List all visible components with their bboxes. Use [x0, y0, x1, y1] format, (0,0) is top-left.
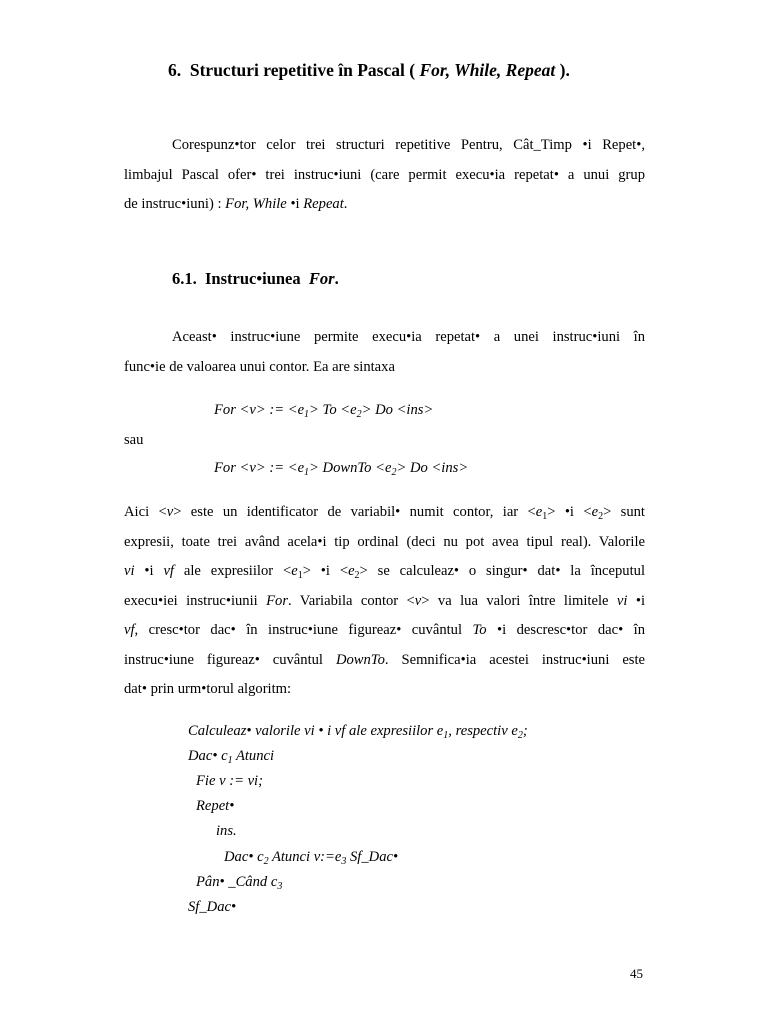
- p2-l5-vf: vf: [124, 622, 135, 638]
- syntax1-part-a: For <v> := <e: [214, 402, 305, 418]
- p2-line-7: dat• prin urm•torul algoritm:: [124, 681, 292, 697]
- p2-l4-for: For: [266, 592, 289, 609]
- p2-l3-vf: vf: [163, 563, 174, 579]
- p2-l3-d: ale expresiilor <: [173, 563, 292, 579]
- p2-l1-v: v: [166, 504, 174, 520]
- intro-line-2: limbajul Pascal ofer• trei instruc•iuni (care permit execu•ia repetat• a unui grup: [124, 166, 645, 183]
- p2-l4-c: . Variabila contor <: [288, 592, 415, 609]
- algo-l1-a: Calculeaz• valorile vi • i vf ale expresiilor e: [188, 723, 444, 739]
- algo-l2-a: Dac• c: [188, 748, 228, 764]
- intro-line-3: [124, 190, 645, 220]
- algo-l1-sub1: 1: [443, 730, 449, 741]
- algo-l7-a: Pân• _Când c: [196, 874, 278, 890]
- paragraph-2: [124, 498, 645, 705]
- chapter-title-keywords: For, While, Repeat: [419, 60, 556, 80]
- syntax2-part-b: > DownTo <e: [309, 460, 392, 476]
- algorithm-line-6: [224, 845, 398, 870]
- syntax2-sub-2: 2: [391, 467, 397, 478]
- intro-keyword-repeat: Repeat: [303, 196, 344, 212]
- syntax1-sub-1: 1: [304, 409, 310, 420]
- p2-l4-a: execu•iei instruc•iunii: [124, 592, 267, 609]
- syntax2-part-c: > Do <ins>: [396, 460, 469, 476]
- algo-l2-sub: 1: [227, 755, 233, 766]
- intro-period: .: [343, 196, 348, 212]
- section-title: Instruc•iunea: [205, 269, 305, 288]
- p2-line-1: [124, 498, 645, 528]
- p2-line-6: [124, 646, 645, 676]
- p2-l5-b: , cresc•tor dac• în instruc•iune figureaz• cuvântul: [134, 622, 473, 638]
- chapter-number: 6.: [168, 60, 182, 80]
- p2-l6-a: instruc•iune figureaz• cuvântul: [124, 651, 336, 668]
- syntax-for-downto: [214, 460, 468, 477]
- paragraph-1: [124, 323, 645, 382]
- syntax-for-to: [214, 402, 433, 419]
- syntax1-part-b: > To <e: [309, 402, 357, 418]
- p2-l1-a: Aici <: [124, 504, 167, 520]
- p2-line-5: [124, 616, 645, 646]
- algorithm-line-3: Fie v := vi;: [196, 773, 263, 789]
- p2-l1-g: > sunt: [603, 504, 645, 520]
- page-number: 45: [630, 966, 643, 981]
- p2-l3-e1: e: [291, 563, 298, 579]
- algo-l6-c: Sf_Dac•: [346, 849, 399, 865]
- section-heading: [172, 269, 339, 289]
- algo-l6-a: Dac• c: [224, 849, 264, 865]
- intro-keywords-1: For, While: [225, 196, 287, 212]
- intro-line-1: Corespunz•tor celor trei structuri repetitive Pentru, Cât_Timp •i Repet•,: [172, 137, 645, 153]
- p1-line-1: Aceast• instruc•iune permite execu•ia repetat• a unei instruc•iuni în: [172, 329, 645, 345]
- p2-l4-g: •i: [627, 592, 646, 609]
- syntax1-part-c: > Do <ins>: [361, 402, 434, 418]
- p1-line-2: func•ie de valoarea unui contor. Ea are sintaxa: [124, 358, 395, 375]
- algorithm-line-5: ins.: [216, 823, 237, 839]
- syntax1-sub-2: 2: [356, 409, 362, 420]
- p2-l5-d: •i descresc•tor dac• în: [486, 622, 645, 638]
- algorithm-line-2: [188, 744, 274, 769]
- algorithm-line-1: [188, 719, 528, 744]
- chapter-heading: [168, 60, 570, 81]
- p2-line-4: [124, 587, 645, 617]
- intro-conj: •i: [286, 196, 304, 212]
- section-number: 6.1.: [172, 269, 197, 288]
- p2-l1-c: > este un identificator de variabil• numit contor, iar <: [173, 504, 536, 520]
- p2-l1-e1: e: [535, 504, 543, 520]
- syntax2-sub-1: 1: [304, 467, 310, 478]
- algo-l1-sub2: 2: [517, 730, 523, 741]
- algorithm-line-8: Sf_Dac•: [188, 899, 237, 915]
- p2-l4-v: v: [414, 592, 422, 609]
- algo-l7-sub: 3: [277, 881, 283, 892]
- p2-l6-c: . Semnifica•ia acestei instruc•iuni este: [384, 651, 646, 668]
- p2-l3-vi: vi: [124, 563, 135, 579]
- algo-l6-sub: 2: [263, 856, 269, 867]
- p2-l3-sub1: 1: [297, 570, 303, 581]
- algorithm-line-7: [196, 870, 282, 895]
- chapter-title-end: ).: [555, 60, 570, 80]
- intro-paragraph: [124, 131, 645, 220]
- p2-l1-sub2: 2: [598, 511, 604, 522]
- algorithm-line-4: Repet•: [196, 798, 235, 814]
- algo-l6-b: Atunci v:=e: [268, 849, 342, 865]
- chapter-title: Structuri repetitive în Pascal (: [189, 60, 420, 80]
- section-dot: .: [334, 269, 339, 288]
- algo-l6-sub2: 3: [341, 856, 347, 867]
- p2-l4-vi: vi: [616, 592, 628, 609]
- p2-l1-e: > •i <: [547, 504, 592, 520]
- p2-l3-sub2: 2: [354, 570, 360, 581]
- p2-l1-e2: e: [591, 504, 599, 520]
- p2-line-3: [124, 557, 645, 587]
- sau-label: sau: [124, 432, 144, 448]
- p2-l3-f: > •i <: [302, 563, 349, 579]
- p2-l3-h: > se calculeaz• o singur• dat• la începutul: [359, 563, 646, 579]
- syntax2-part-a: For <v> := <e: [214, 460, 305, 476]
- algo-l1-b: , respectiv e: [448, 723, 518, 739]
- p2-l4-e: > va lua valori între limitele: [421, 592, 617, 609]
- intro-line-3-text: de instruc•iuni) :: [124, 196, 226, 212]
- algo-l2-b: Atunci: [232, 748, 275, 764]
- algo-l1-c: ;: [522, 723, 528, 739]
- p2-l1-sub1: 1: [542, 511, 548, 522]
- p2-line-2: expresii, toate trei având acela•i tip ordinal (deci nu pot avea tipul real). Valorile: [124, 533, 645, 550]
- p2-l3-e2: e: [348, 563, 355, 579]
- p2-l6-downto: DownTo: [335, 651, 385, 668]
- section-keyword: For: [308, 269, 335, 288]
- p2-l5-to: To: [472, 622, 487, 638]
- p2-l3-si: •i: [134, 563, 164, 579]
